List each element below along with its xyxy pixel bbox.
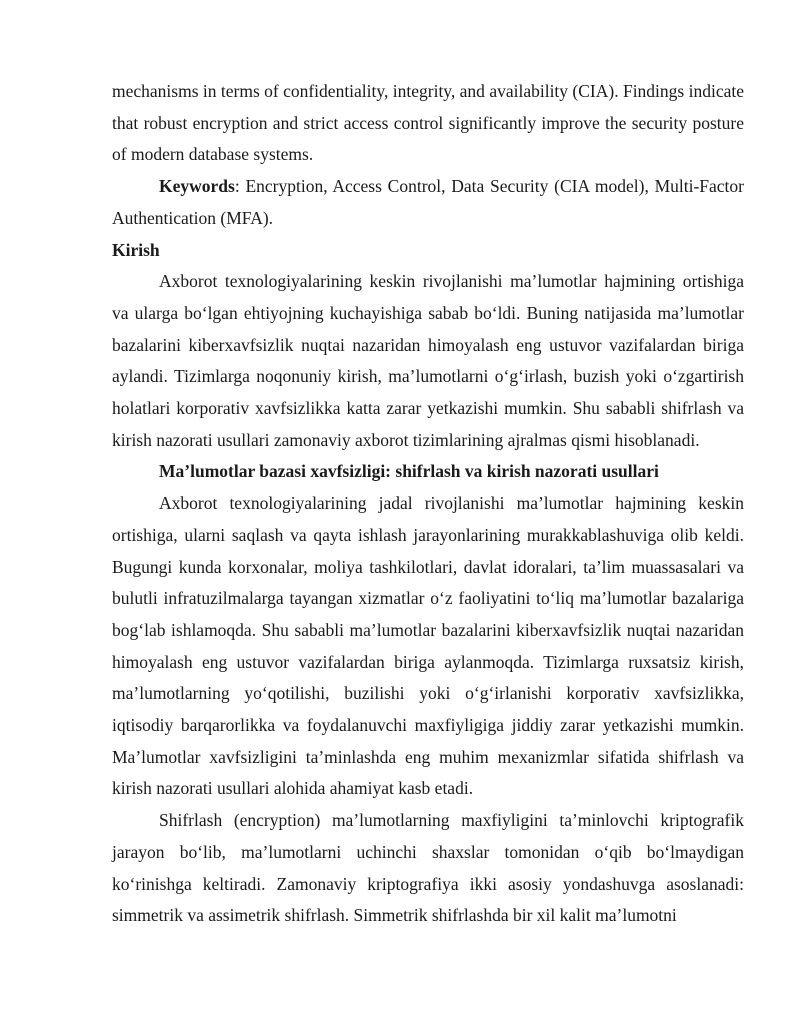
keywords-text: : Encryption, Access Control, Data Security (CIA model), Multi-Factor Authentication (MFA).	[112, 176, 744, 228]
encryption-paragraph: Shifrlash (encryption) ma’lumotlarning maxfiyligini ta’minlovchi kriptografik jarayon bo‘lib, ma’lumotlarni uchinchi shaxslar tomonidan o‘qib bo‘lmaydigan ko‘rinishga keltiradi. Zamonaviy kriptografiya ikki asosiy yondashuvga asoslanadi: simmetrik va assimetrik shifrlash. Simmetrik shifrlashda bir xil kalit ma’lumotni	[112, 810, 744, 926]
abstract-ending-paragraph: mechanisms in terms of confidentiality, integrity, and availability (CIA). Findings indicate that robust encryption and strict access control significantly improve the security posture of modern database systems.	[112, 81, 744, 165]
keywords-label: Keywords	[159, 176, 235, 197]
intro-heading: Kirish	[112, 239, 160, 260]
intro-paragraph: Axborot texnologiyalarining keskin rivojlanishi ma’lumotlar hajmining ortishiga va ularga bo‘lgan ehtiyojning kuchayishiga sabab bo‘ldi. Buning natijasida ma’lumotlar bazalarini kiberxavfsizlik nuqtai nazaridan himoyalash eng ustuvor vazifalardan biriga aylandi. Tizimlarga noqonuniy kirish, ma’lumotlarni o‘g‘irlash, buzish yoki o‘zgartirish holatlari korporativ xavfsizlikka katta zarar yetkazishi mumkin. Shu sababli shifrlash va kirish nazorati usullari zamonaviy axborot tizimlarining ajralmas qismi hisoblanadi.	[112, 271, 744, 450]
document-page	[112, 76, 744, 932]
section-heading: Ma’lumotlar bazasi xavfsizligi: shifrlash va kirish nazorati usullari	[159, 461, 659, 482]
keywords-paragraph	[112, 171, 744, 234]
section-paragraph: Axborot texnologiyalarining jadal rivojlanishi ma’lumotlar hajmining keskin ortishiga, ularni saqlash va qayta ishlash jarayonlarining murakkablashuviga olib keldi. Bugungi kunda korxonalar, moliya tashkilotlari, davlat idoralari, ta’lim muassasalari va bulutli infratuzilmalarga tayangan xizmatlar o‘z faoliyatini to‘liq ma’lumotlar bazalariga bog‘lab ishlamoqda. Shu sababli ma’lumotlar bazalarini kiberxavfsizlik nuqtai nazaridan himoyalash eng ustuvor vazifalardan biriga aylanmoqda. Tizimlarga ruxsatsiz kirish, ma’lumotlarning yo‘qotilishi, buzilishi yoki o‘g‘irlanishi korporativ xavfsizlikka, iqtisodiy barqarorlikka va foydalanuvchi maxfiyligiga jiddiy zarar yetkazishi mumkin. Ma’lumotlar xavfsizligini ta’minlashda eng muhim mexanizmlar sifatida shifrlash va kirish nazorati usullari alohida ahamiyat kasb etadi.	[112, 493, 744, 799]
